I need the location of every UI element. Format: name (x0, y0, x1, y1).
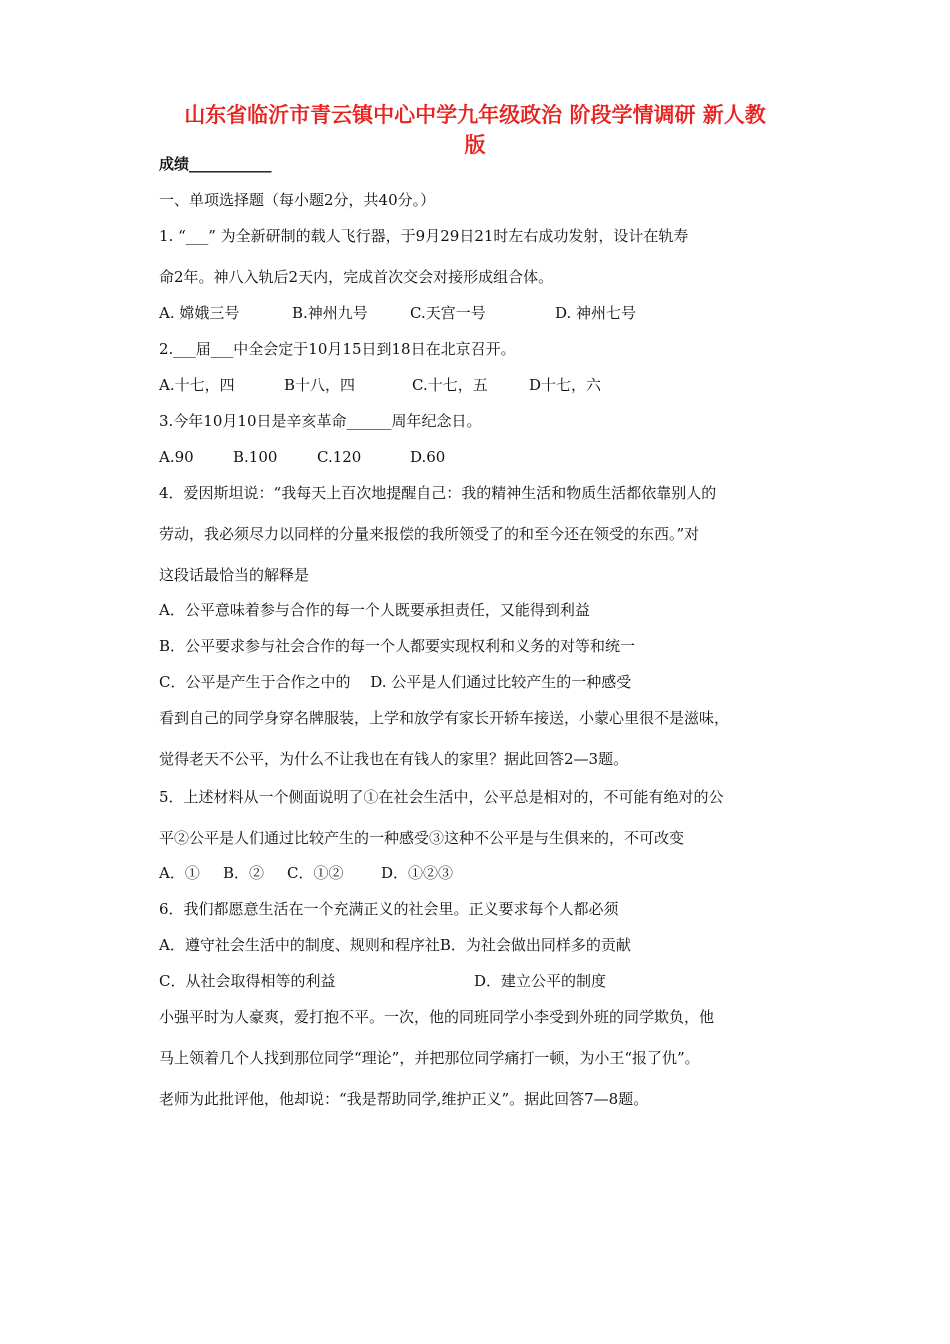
question-4-line-2: 劳动，我必须尽力以同样的分量来报偿的我所领受了的和至今还在领受的东西。”对 (159, 525, 700, 543)
option-c: C.120 (317, 448, 362, 466)
option-c: C.十七，五 (412, 376, 488, 394)
option-d: D．建立公平的制度 (474, 972, 607, 990)
question-6: 6．我们都愿意生活在一个充满正义的社会里。正义要求每个人都必须 (159, 900, 619, 918)
material-2-line-1: 小强平时为人豪爽，爱打抱不平。一次，他的同班同学小李受到外班的同学欺负，他 (159, 1008, 715, 1026)
question-1-line-1: 1. “___” 为全新研制的载人飞行器，于9月29日21时左右成功发射，设计在轨寿 (159, 227, 689, 245)
option-a: A．① (159, 864, 200, 882)
score-label: 成绩___________ (159, 155, 272, 173)
question-3: 3.今年10月10日是辛亥革命______周年纪念日。 (159, 412, 482, 430)
question-3-options (159, 447, 445, 467)
question-4-line-3: 这段话最恰当的解释是 (159, 566, 310, 584)
option-c: C.天宫一号 (410, 304, 486, 322)
document-title (150, 100, 800, 160)
option-d: D十七，六 (529, 376, 602, 394)
question-4-line-1: 4．爱因斯坦说：“我每天上百次地提醒自己：我的精神生活和物质生活都依靠别人的 (159, 484, 717, 502)
material-1-line-2: 觉得老天不公平，为什么不让我也在有钱人的家里？据此回答2—3题。 (159, 750, 629, 768)
option-a: A. 嫦娥三号 (159, 304, 240, 322)
option-b: B十八，四 (284, 376, 356, 394)
material-1-line-1: 看到自己的同学身穿名牌服装，上学和放学有家长开轿车接送，小蒙心里很不是滋味， (159, 709, 730, 727)
question-1-options (159, 303, 636, 323)
question-4-option-a: A．公平意味着参与合作的每一个人既要承担责任，又能得到利益 (159, 601, 590, 619)
option-a: A.90 (159, 448, 194, 466)
option-c: C．从社会取得相等的利益 (159, 972, 336, 990)
option-a: A.十七，四 (159, 376, 235, 394)
question-5-line-2: 平②公平是人们通过比较产生的一种感受③这种不公平是与生俱来的，不可改变 (159, 829, 685, 847)
question-5-line-1: 5．上述材料从一个侧面说明了①在社会生活中，公平总是相对的，不可能有绝对的公 (159, 788, 724, 806)
option-b: B．② (223, 864, 265, 882)
question-1-line-2: 命2年。神八入轨后2天内，完成首次交会对接形成组合体。 (159, 268, 554, 286)
option-d: D.60 (410, 448, 446, 466)
option-b: B.神州九号 (292, 304, 368, 322)
title-line-2: 版 (464, 133, 486, 157)
option-d: D. 神州七号 (555, 304, 637, 322)
question-6-option-ab: A．遵守社会生活中的制度、规则和程序社B．为社会做出同样多的贡献 (159, 936, 631, 954)
question-6-option-cd (159, 971, 606, 991)
option-d: D．①②③ (381, 864, 454, 882)
question-5-options (159, 863, 453, 883)
question-2: 2.___届___中全会定于10月15日到18日在北京召开。 (159, 340, 516, 358)
material-2-line-2: 马上领着几个人找到那位同学“理论”，并把那位同学痛打一顿，为小王“报了仇”。 (159, 1049, 700, 1067)
section-heading: 一、单项选择题（每小题2分，共40分。） (159, 191, 436, 209)
question-2-options (159, 375, 601, 395)
option-b: B.100 (233, 448, 278, 466)
question-4-option-cd: C．公平是产生于合作之中的 D. 公平是人们通过比较产生的一种感受 (159, 673, 632, 691)
option-c: C．①② (287, 864, 344, 882)
question-4-option-b: B．公平要求参与社会合作的每一个人都要实现权利和义务的对等和统一 (159, 637, 636, 655)
material-2-line-3: 老师为此批评他，他却说：“我是帮助同学,维护正义”。据此回答7—8题。 (159, 1090, 649, 1108)
title-line-1: 山东省临沂市青云镇中心中学九年级政治 阶段学情调研 新人教 (184, 103, 766, 127)
